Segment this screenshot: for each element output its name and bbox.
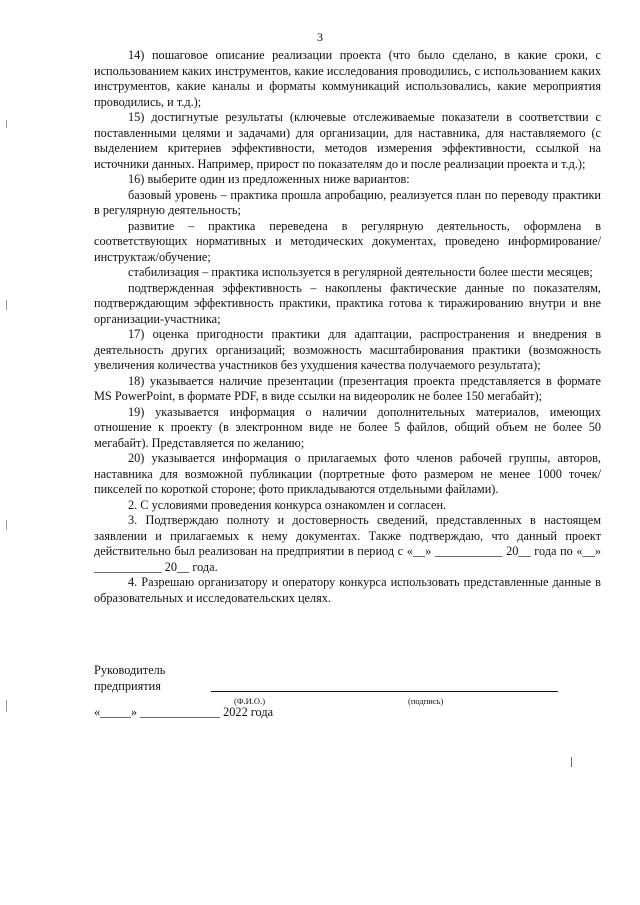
document-body [94,48,601,606]
signature-line [340,691,558,692]
paragraph-clause-3: 3. Подтверждаю полноту и достоверность сведений, представленных в настоящем заявлении и прилагаемых к нему документах. Также подтверждаю, что данный проект действительно был реализован на предприятии в период с «__» ___________ 20__ года по «__» ___________ 20__ года. [94,513,601,574]
page-number: 3 [317,30,323,44]
signature-org-label: предприятия [94,679,161,693]
paragraph-item-18: 18) указывается наличие презентации (презентация проекта представляется в формате MS PowerPoint, в формате PDF, в виде ссылки на видеоролик не более 150 мегабайт); [94,373,601,403]
paragraph-item-20: 20) указывается информация о прилагаемых фото членов рабочей группы, авторов, наставника для возможной публикации (портретные фото размером не менее 1000 точек/пикселей по короткой стороне; фото прикладываются отдельными файлами). [94,451,601,496]
option-basic-level: базовый уровень – практика прошла апробацию, реализуется план по переводу практики в регулярную деятельность; [94,187,601,217]
margin-mark [6,700,7,712]
margin-mark [571,757,572,767]
option-confirmed-efficiency: подтвержденная эффективность – накоплены фактические данные по показателям, подтверждающим эффективность практики, практика готова к тиражированию внутри и вне организации-участника; [94,280,601,326]
margin-mark [6,300,7,310]
paragraph-item-15: 15) достигнутые результаты (ключевые отслеживаемые показатели в соответствии с поставленными целями и задачами) для организации, для наставника, для наставляемого (с выделением критериев эффективности, методов измерения эффективности, ссылкой на источники данных. Например, прирост по показателям до и после реализации проекта и т.д.); [94,110,601,171]
sign-caption: (подпись) [408,696,444,706]
signature-head-title: Руководитель [94,663,166,677]
paragraph-clause-4: 4. Разрешаю организатору и оператору конкурса использовать представленные данные в образовательных и исследовательских целях. [94,575,601,605]
option-development: развитие – практика переведена в регулярную деятельность, оформлена в соответствующих нормативных и методических документах, проведено информирование/инструктаж/обучение; [94,218,601,264]
fio-caption: (Ф.И.О.) [234,696,266,706]
paragraph-item-14: 14) пошаговое описание реализации проекта (что было сделано, в какие сроки, с использованием каких инструментов, какие исследования проводились, с использованием каких инструментов, какие каналы и форматы коммуникаций использовались, какие мероприятия проводились, и т.д.); [94,48,601,109]
option-stabilization: стабилизация – практика используется в регулярной деятельности более шести месяцев; [128,265,593,279]
margin-mark [6,520,7,530]
paragraph-item-19: 19) указывается информация о наличии дополнительных материалов, имеющих отношение к проекту (в электронном виде не более 5 файлов, общий объем не более 50 мегабайт). Представляется по желанию; [94,404,601,450]
paragraph-clause-2: 2. С условиями проведения конкурса ознакомлен и согласен. [128,497,447,512]
margin-mark [6,120,7,128]
paragraph-item-17: 17) оценка пригодности практики для адаптации, распространения и внедрения в деятельность других организаций; возможность масштабирования практики (возможность увеличения количества участников без ухудшения качества получаемого результата); [94,327,601,372]
paragraph-item-16: 16) выберите один из предложенных ниже вариантов: [128,172,410,186]
date-line: «_____» _____________ 2022 года [94,705,274,719]
